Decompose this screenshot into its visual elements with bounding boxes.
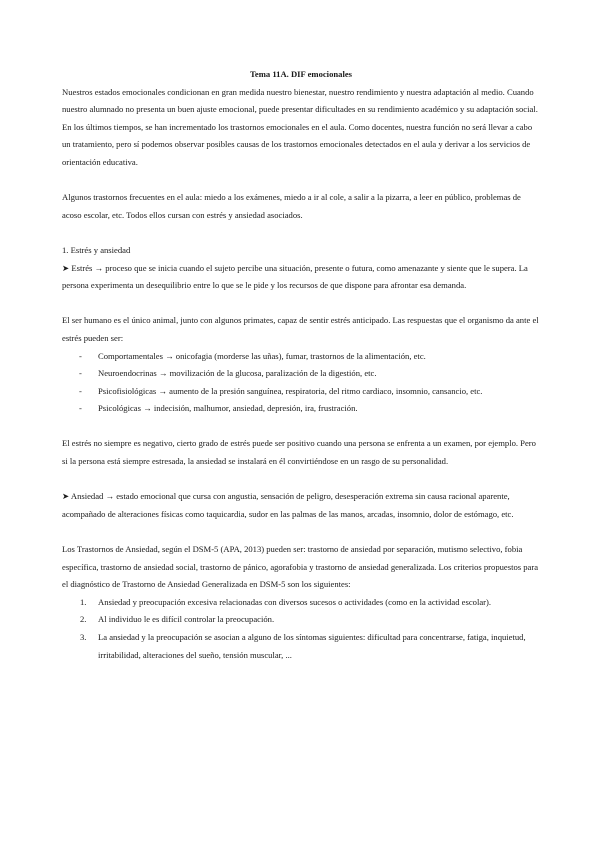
stress-responses-list	[62, 348, 540, 418]
list-item	[62, 400, 540, 418]
stress-definition-paragraph: ➤ Estrés → proceso que se inicia cuando el sujeto percibe una situación, presente o futura, como amenazante y siente que le supera. La persona experimenta un desequilibrio entre lo que se le pide y los recursos de que dispone para afrontar esa demanda.	[62, 262, 528, 291]
spacer	[62, 172, 540, 190]
spacer	[62, 523, 540, 541]
spacer	[62, 418, 540, 436]
document-title: Tema 11A. DIF emocionales	[249, 69, 352, 79]
list-item	[62, 365, 540, 383]
anticipated-stress-paragraph: El ser humano es el único animal, junto con algunos primates, capaz de sentir estrés anticipado. Las respuestas que el organismo da ante el estrés pueden ser:	[62, 315, 539, 343]
list-item-text: Psicológicas → indecisión, malhumor, ansiedad, depresión, ira, frustración.	[98, 403, 358, 414]
dsm5-paragraph: Los Trastornos de Ansiedad, según el DSM-5 (APA, 2013) pueden ser: trastorno de ansiedad por separación, mutismo selectivo, fobia específica, trastorno de ansiedad social, trastorno de pánico, agorafobia y trastorno de ansiedad generalizada. Los criterios propuestos para el diagnóstico de Trastorno de Ansiedad Generalizada en DSM-5 son los siguientes:	[62, 544, 539, 590]
dash-bullet: -	[79, 350, 82, 361]
list-number: 1.	[80, 596, 87, 607]
list-item-text: Ansiedad y preocupación excesiva relacionadas con diversos sucesos o actividades (como en la actividad escolar).	[98, 596, 492, 607]
document-page	[62, 66, 540, 664]
list-item-text: La ansiedad y la preocupación se asocian a alguno de los síntomas siguientes: dificultad para concentrarse, fatiga, inquietud, irritabilidad, alteraciones del sueño, tensión muscular, ...	[98, 632, 526, 660]
list-item-text: Comportamentales → onicofagia (morderse las uñas), fumar, trastornos de la alimentación, etc.	[98, 350, 426, 361]
spacer	[62, 471, 540, 489]
list-item	[62, 594, 540, 612]
list-number: 2.	[80, 614, 87, 625]
list-item-text: Neuroendocrinas → movilización de la glucosa, paralización de la digestión, etc.	[98, 368, 377, 379]
spacer	[62, 295, 540, 313]
stress-not-negative-paragraph: El estrés no siempre es negativo, cierto grado de estrés puede ser positivo cuando una persona se enfrenta a un examen, por ejemplo. Pero si la persona está siempre estresada, la ansiedad se instalará en él convirtiéndose en un rasgo de su personalidad.	[62, 438, 536, 467]
list-item	[62, 348, 540, 366]
list-item	[62, 383, 540, 401]
anxiety-definition-paragraph: ➤ Ansiedad → estado emocional que cursa con angustia, sensación de peligro, desesperación extrema sin causa racional aparente, acompañado de alteraciones físicas como taquicardia, sudor en las palmas de las manos, arcadas, insomnio, dolor de estómago, etc.	[62, 491, 514, 519]
list-item-text: Al individuo le es difícil controlar la preocupación.	[98, 614, 275, 625]
section-heading-stress-anxiety: 1. Estrés y ansiedad	[62, 244, 131, 255]
dash-bullet: -	[79, 368, 82, 379]
dash-bullet: -	[79, 403, 82, 414]
frequent-disorders-paragraph: Algunos trastornos frecuentes en el aula: miedo a los exámenes, miedo a ir al cole, a salir a la pizarra, a leer en público, problemas de acoso escolar, etc. Todos ellos cursan con estrés y ansiedad asociados.	[62, 192, 521, 220]
spacer	[62, 224, 540, 242]
list-number: 3.	[80, 632, 87, 642]
list-item	[62, 629, 540, 664]
list-item	[62, 611, 540, 629]
dsm5-criteria-list	[62, 594, 540, 664]
list-item-text: Psicofisiológicas → aumento de la presión sanguínea, respiratoria, del ritmo cardiaco, insomnio, cansancio, etc.	[98, 385, 483, 396]
dash-bullet: -	[79, 385, 82, 396]
intro-paragraph: Nuestros estados emocionales condicionan en gran medida nuestro bienestar, nuestro rendimiento y nuestra adaptación al medio. Cuando nuestro alumnado no presenta un buen ajuste emocional, puede presentar dificultades en su rendimiento académico y su adaptación social. En los últimos tiempos, se han incrementado los trastornos emocionales en el aula. Como docentes, nuestra función no será llevar a cabo un tratamiento, pero sí podemos observar posibles causas de los trastornos emocionales detectados en el aula y derivar a los servicios de orientación educativa.	[62, 86, 538, 167]
